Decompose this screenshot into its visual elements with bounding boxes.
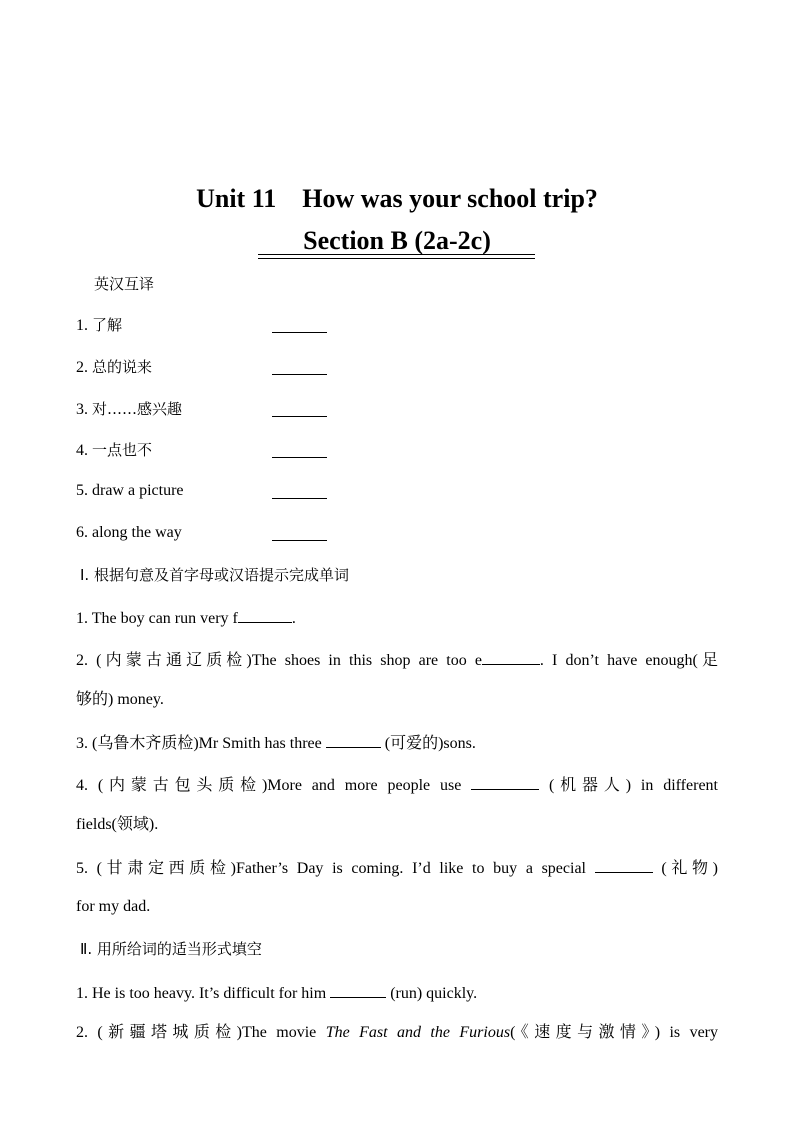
question-text: . [291, 610, 296, 627]
vocab-num: 4. [76, 442, 92, 459]
question-5-cont: for my dad. [76, 898, 151, 915]
question-text: (礼物) [652, 860, 718, 877]
answer-blank[interactable] [471, 773, 539, 790]
question-text: (可爱的)sons. [380, 735, 476, 752]
section-1-heading: Ⅰ. 根据句意及首字母或汉语提示完成单词 [80, 566, 349, 584]
answer-blank[interactable] [595, 856, 653, 873]
answer-blank[interactable] [272, 318, 327, 333]
answer-blank[interactable] [482, 648, 540, 665]
question-4-cont: fields(领域). [76, 816, 159, 833]
question-text: (《速度与激情》) is very [510, 1024, 719, 1041]
question-2 [76, 648, 718, 671]
answer-blank[interactable] [238, 606, 292, 623]
title-underline [258, 254, 535, 259]
answer-blank[interactable] [326, 731, 381, 748]
vocab-text: along the way [92, 524, 182, 541]
question-text: 4. (内蒙古包头质检)More and more people use [76, 777, 472, 794]
vocab-num: 1. [76, 317, 92, 334]
vocab-text: draw a picture [92, 482, 184, 499]
answer-blank[interactable] [272, 526, 327, 541]
vocab-item [76, 440, 718, 461]
question-2-cont: 够的) money. [76, 691, 164, 708]
question-text: (run) quickly. [386, 985, 478, 1002]
vocab-item [76, 399, 718, 420]
answer-blank[interactable] [272, 484, 327, 499]
question-text: . I don’t have enough(足 [539, 652, 718, 669]
answer-blank[interactable] [272, 443, 327, 458]
vocab-item [76, 481, 718, 501]
answer-blank[interactable] [330, 981, 386, 998]
question-text: 1. The boy can run very f [76, 610, 238, 627]
section-2-heading: Ⅱ. 用所给词的适当形式填空 [80, 940, 262, 958]
answer-blank[interactable] [272, 360, 327, 375]
vocab-text: 对……感兴趣 [92, 400, 183, 418]
vocab-num: 5. [76, 482, 92, 499]
question-text: 5. (甘肃定西质检)Father’s Day is coming. I’d like to buy a special [76, 860, 595, 877]
page-title: Unit 11 How was your school trip? [196, 184, 598, 213]
question-5 [76, 856, 718, 879]
section-title: Section B (2a-2c) [303, 226, 491, 255]
section-translate-heading: 英汉互译 [94, 275, 155, 293]
question-r1 [76, 981, 718, 1004]
question-text: (机器人) in different [539, 777, 718, 794]
vocab-num: 3. [76, 401, 92, 418]
question-1 [76, 606, 718, 629]
question-text: 2. (内蒙古通辽质检)The shoes in this shop are too e [76, 652, 482, 669]
question-text: 3. (乌鲁木齐质检)Mr Smith has three [76, 735, 326, 752]
vocab-num: 2. [76, 359, 92, 376]
vocab-item [76, 315, 718, 336]
vocab-text: 一点也不 [92, 441, 153, 459]
answer-blank[interactable] [272, 402, 327, 417]
question-3 [76, 731, 718, 754]
question-text: 2. (新疆塔城质检)The movie [76, 1024, 326, 1041]
vocab-item [76, 523, 718, 543]
movie-title: The Fast and the Furious [325, 1024, 511, 1041]
question-4 [76, 773, 718, 796]
vocab-num: 6. [76, 524, 92, 541]
vocab-item [76, 357, 718, 378]
question-text: 1. He is too heavy. It’s difficult for him [76, 985, 331, 1002]
vocab-text: 了解 [92, 316, 123, 334]
vocab-text: 总的说来 [92, 358, 153, 376]
question-r2 [76, 1023, 718, 1043]
